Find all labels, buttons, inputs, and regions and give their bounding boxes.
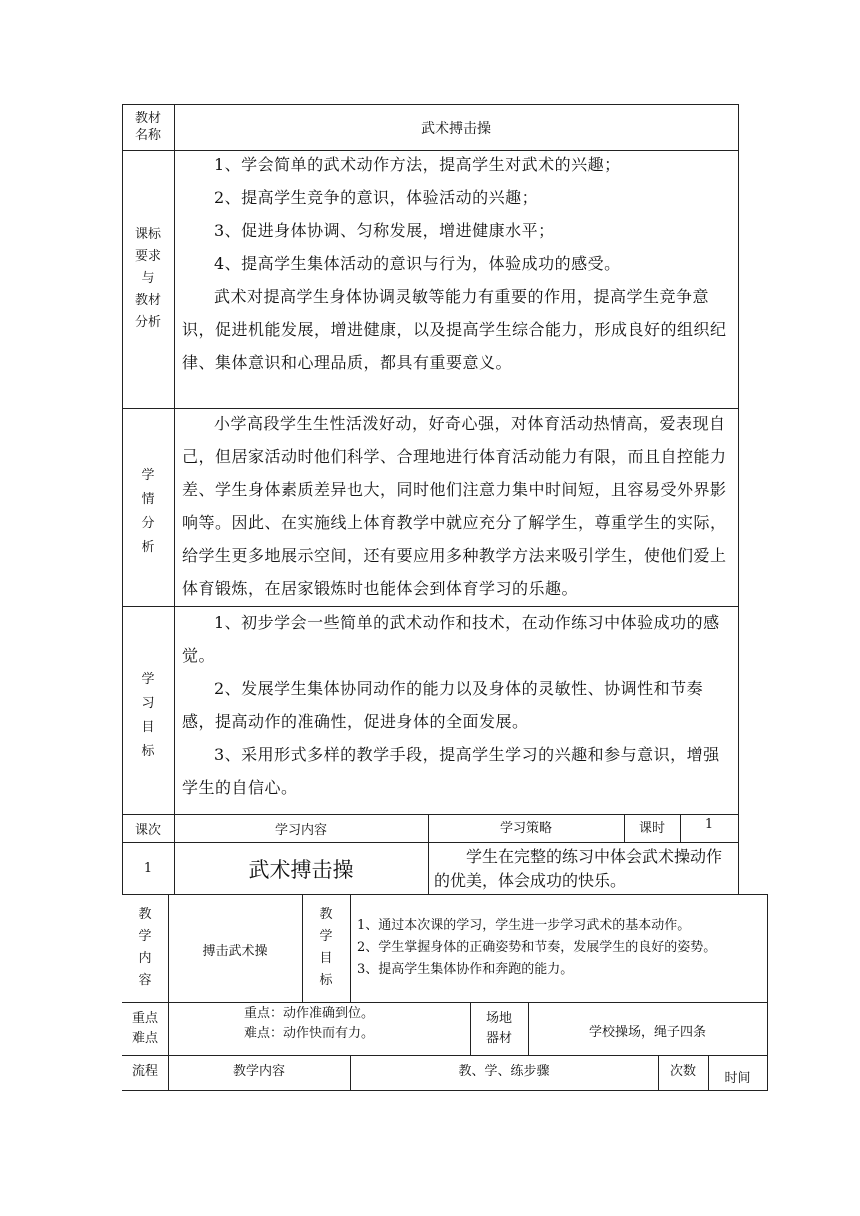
header-process: 流程 <box>131 1064 158 1079</box>
venue-equipment: 学校操场，绳子四条 <box>588 1025 706 1040</box>
lesson-title: 武术搏击操 <box>248 858 354 882</box>
header-lesson-number: 课次 <box>134 823 161 838</box>
header-steps: 教、学、练步骤 <box>458 1064 550 1079</box>
label-key-difficult-points: 重点 难点 <box>131 1011 158 1046</box>
label-teaching-content: 教 学 内 容 <box>138 907 152 988</box>
label-venue-equipment: 场地 器材 <box>485 1011 512 1046</box>
label-material-name: 教材 名称 <box>134 111 161 143</box>
header-learning-strategy: 学习策略 <box>499 821 552 836</box>
teaching-goals-text: 1、通过本次课的学习，学生进一步学习武术的基本动作。 2、学生掌握身体的正确姿势和节奏，发展学生的良好的姿势。 3、提高学生集体协作和奔跑的能力。 <box>357 918 717 977</box>
label-teaching-goals: 教 学 目 标 <box>319 907 333 988</box>
label-curriculum-analysis: 课标 要求 与 教材 分析 <box>134 227 161 330</box>
curriculum-analysis-text: 1、学会简单的武术动作方法，提高学生对武术的兴趣； 2、提高学生竞争的意识，体验活动的兴趣； 3、促进身体协调、匀称发展，增进健康水平； 4、提高学生集体活动的意识与行为，体验成功的感受。 武术对提高学生身体协调灵敏等能力有重要的作用，提高学生竞争意识，促进机能发展，增进健康，以及提高学生综合能力，形成良好的组织纪律、集体意识和心理品质，都具有重要意义。 <box>182 155 727 372</box>
header-time: 时间 <box>724 1071 751 1086</box>
label-student-analysis: 学 情 分 析 <box>141 468 155 555</box>
header-repetitions: 次数 <box>669 1064 696 1079</box>
class-hours-value: 1 <box>704 817 714 832</box>
header-teaching-content: 教学内容 <box>232 1064 285 1079</box>
student-analysis-text: 小学高段学生生性活泼好动，好奇心强，对体育活动热情高，爱表现自己，但居家活动时他们科学、合理地进行体育活动能力有限，而且自控能力差、学生身体素质差异也大，同时他们注意力集中时间短，且容易受外界影响等。因此、在实施线上体育教学中就应充分了解学生，尊重学生的实际，给学生更多地展示空间，还有要应用多种教学方法来吸引学生，使他们爱上体育锻炼，在居家锻炼时也能体会到体育学习的乐趣。 <box>182 414 727 598</box>
header-class-hours: 课时 <box>638 821 665 836</box>
lesson-number: 1 <box>143 861 153 876</box>
header-learning-content: 学习内容 <box>274 823 327 838</box>
material-name: 武术搏击操 <box>421 121 491 137</box>
key-difficult-points: 重点：动作准确到位。 难点：动作快而有力。 <box>244 1006 375 1041</box>
teaching-content: 搏击武术操 <box>202 944 268 959</box>
learning-goals-text: 1、初步学会一些简单的武术动作和技术，在动作练习中体验成功的感觉。 2、发展学生集体协同动作的能力以及身体的灵敏性、协调性和节奏感，提高动作的准确性，促进身体的全面发展。 3、采用形式多样的教学手段，提高学生学习的兴趣和参与意识，增强学生的自信心。 <box>182 613 720 797</box>
label-learning-goals: 学 习 目 标 <box>141 672 155 759</box>
learning-strategy-text: 学生在完整的练习中体会武术操动作的优美，体会成功的快乐。 <box>434 847 723 890</box>
